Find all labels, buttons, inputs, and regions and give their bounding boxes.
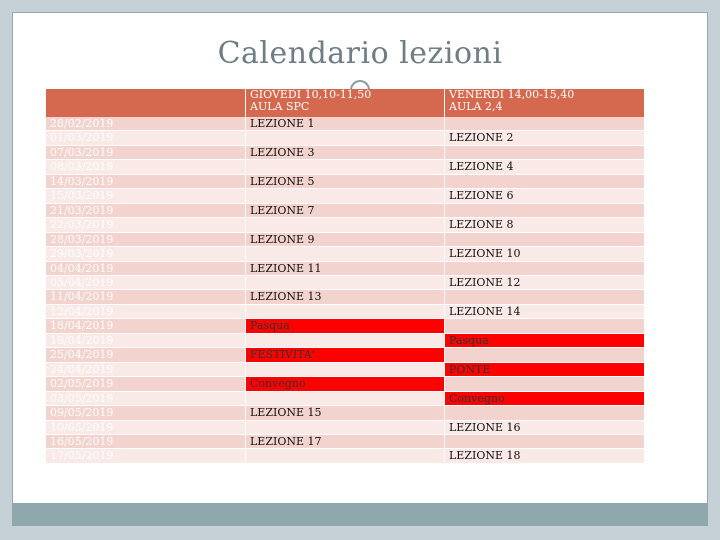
thursday-cell: LEZIONE 9 xyxy=(246,233,444,247)
friday-cell xyxy=(445,290,644,304)
header-date xyxy=(46,89,245,117)
friday-cell: LEZIONE 4 xyxy=(445,160,644,174)
header-friday-time: VENERDI 14,00-15,40 xyxy=(449,89,575,101)
date-cell: 22/03/2019 xyxy=(46,218,245,232)
thursday-cell xyxy=(246,131,444,145)
thursday-cell xyxy=(246,449,444,463)
header-thursday-room: AULA SPC xyxy=(250,100,310,113)
date-cell: 16/05/2019 xyxy=(46,435,245,449)
friday-cell xyxy=(445,348,644,362)
friday-cell xyxy=(445,262,644,276)
date-cell: 07/03/2019 xyxy=(46,146,245,160)
date-cell: 08/03/2019 xyxy=(46,160,245,174)
header-thursday xyxy=(246,89,444,117)
date-cell: 03/05/2019 xyxy=(46,392,245,406)
thursday-cell: FESTIVITA' xyxy=(246,348,444,362)
date-cell: 14/03/2019 xyxy=(46,175,245,189)
date-cell: 04/04/2019 xyxy=(46,262,245,276)
friday-cell xyxy=(445,377,644,391)
friday-cell: PONTE xyxy=(445,363,644,377)
date-cell: 21/03/2019 xyxy=(46,204,245,218)
friday-cell xyxy=(445,435,644,449)
thursday-cell xyxy=(246,160,444,174)
thursday-cell xyxy=(246,189,444,203)
thursday-cell: LEZIONE 5 xyxy=(246,175,444,189)
friday-cell: LEZIONE 16 xyxy=(445,421,644,435)
thursday-cell xyxy=(246,305,444,319)
thursday-cell xyxy=(246,421,444,435)
date-cell: 24/04/2019 xyxy=(46,363,245,377)
friday-cell xyxy=(445,233,644,247)
thursday-cell xyxy=(246,218,444,232)
footer-band xyxy=(12,503,708,526)
friday-cell xyxy=(445,117,644,131)
date-cell: 12/04/2019 xyxy=(46,305,245,319)
header-thursday-time: GIOVEDI 10,10-11,50 xyxy=(250,89,372,101)
date-cell: 25/04/2019 xyxy=(46,348,245,362)
date-cell: 28/03/2019 xyxy=(46,233,245,247)
date-cell: 28/02/2019 xyxy=(46,117,245,131)
thursday-cell: LEZIONE 7 xyxy=(246,204,444,218)
thursday-cell: LEZIONE 13 xyxy=(246,290,444,304)
friday-cell xyxy=(445,146,644,160)
friday-cell: LEZIONE 14 xyxy=(445,305,644,319)
date-cell: 02/05/2019 xyxy=(46,377,245,391)
date-cell: 05/04/2019 xyxy=(46,276,245,290)
friday-cell: Pasqua xyxy=(445,334,644,348)
date-cell: 10/05/2019 xyxy=(46,421,245,435)
friday-cell: LEZIONE 12 xyxy=(445,276,644,290)
friday-cell: LEZIONE 10 xyxy=(445,247,644,261)
date-cell: 17/05/2019 xyxy=(46,449,245,463)
header-friday xyxy=(445,89,644,117)
friday-cell: LEZIONE 8 xyxy=(445,218,644,232)
page-title: Calendario lezioni xyxy=(217,36,503,71)
friday-cell: Convegno xyxy=(445,392,644,406)
header-friday-room: AULA 2,4 xyxy=(449,100,503,113)
thursday-cell xyxy=(246,247,444,261)
thursday-cell: LEZIONE 3 xyxy=(246,146,444,160)
friday-cell xyxy=(445,204,644,218)
thursday-cell: LEZIONE 1 xyxy=(246,117,444,131)
thursday-cell xyxy=(246,276,444,290)
date-cell: 01/03/2019 xyxy=(46,131,245,145)
thursday-cell xyxy=(246,334,444,348)
thursday-cell: Pasqua xyxy=(246,319,444,333)
friday-cell: LEZIONE 2 xyxy=(445,131,644,145)
date-cell: 09/05/2019 xyxy=(46,406,245,420)
date-cell: 19/04/2019 xyxy=(46,334,245,348)
thursday-cell: Convegno xyxy=(246,377,444,391)
date-cell: 11/04/2019 xyxy=(46,290,245,304)
friday-cell: LEZIONE 18 xyxy=(445,449,644,463)
friday-cell xyxy=(445,319,644,333)
thursday-cell: LEZIONE 17 xyxy=(246,435,444,449)
schedule-table xyxy=(46,89,644,464)
date-cell: 18/04/2019 xyxy=(46,319,245,333)
thursday-cell: LEZIONE 11 xyxy=(246,262,444,276)
friday-cell xyxy=(445,175,644,189)
friday-cell: LEZIONE 6 xyxy=(445,189,644,203)
date-cell: 15/03/2019 xyxy=(46,189,245,203)
date-cell: 29/03/2019 xyxy=(46,247,245,261)
thursday-cell xyxy=(246,363,444,377)
friday-cell xyxy=(445,406,644,420)
thursday-cell: LEZIONE 15 xyxy=(246,406,444,420)
thursday-cell xyxy=(246,392,444,406)
